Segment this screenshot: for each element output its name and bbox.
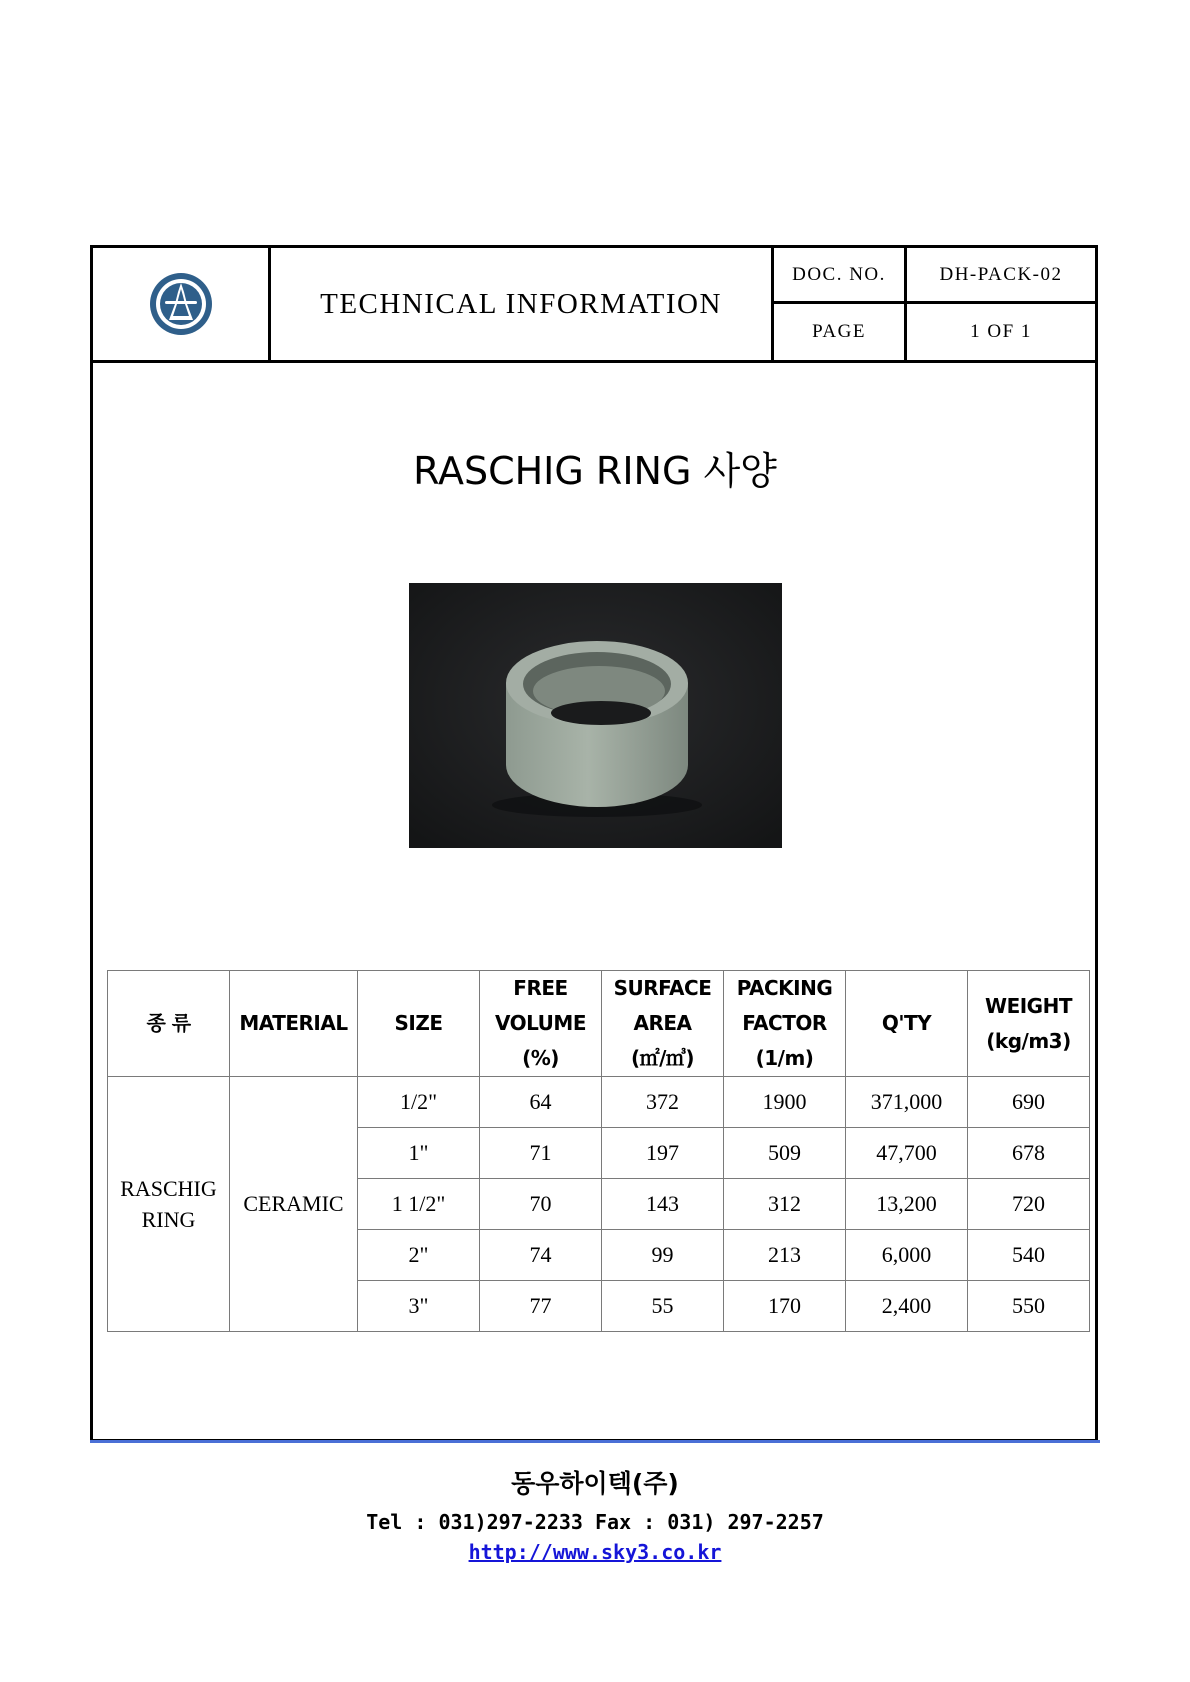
header-size: SIZE — [358, 971, 480, 1077]
size-cell: 3" — [358, 1281, 480, 1332]
free-volume-cell: 77 — [480, 1281, 602, 1332]
page-value: 1 OF 1 — [970, 321, 1032, 342]
type-cell: RASCHIG RING — [108, 1077, 230, 1332]
raschig-ring-image — [409, 583, 782, 848]
header-material: MATERIAL — [230, 971, 358, 1077]
footer-company-name: 동우하이텍(주) — [511, 1469, 679, 1498]
product-photo — [409, 583, 782, 848]
surface-area-cell: 99 — [602, 1230, 724, 1281]
free-volume-cell: 71 — [480, 1128, 602, 1179]
qty-cell: 371,000 — [846, 1077, 968, 1128]
size-cell: 1 1/2" — [358, 1179, 480, 1230]
surface-area-cell: 55 — [602, 1281, 724, 1332]
size-cell: 2" — [358, 1230, 480, 1281]
table-row — [108, 1077, 1090, 1128]
doc-meta-grid — [774, 248, 1095, 360]
header-weight: WEIGHT (kg/m3) — [968, 971, 1090, 1077]
packing-factor-cell: 312 — [724, 1179, 846, 1230]
footer-contact: Tel : 031)297-2233 Fax : 031) 297-2257 — [366, 1510, 824, 1534]
weight-cell: 540 — [968, 1230, 1090, 1281]
size-cell: 1" — [358, 1128, 480, 1179]
weight-cell: 678 — [968, 1128, 1090, 1179]
qty-cell: 47,700 — [846, 1128, 968, 1179]
logo-cell — [93, 248, 271, 360]
header-surface-area: SURFACE AREA (㎡/㎥) — [602, 971, 724, 1077]
header-free-volume: FREE VOLUME (%) — [480, 971, 602, 1077]
header-type: 종 류 — [108, 971, 230, 1077]
free-volume-cell: 64 — [480, 1077, 602, 1128]
weight-cell: 690 — [968, 1077, 1090, 1128]
surface-area-cell: 197 — [602, 1128, 724, 1179]
free-volume-cell: 70 — [480, 1179, 602, 1230]
surface-area-cell: 143 — [602, 1179, 724, 1230]
table-header-row — [108, 971, 1090, 1077]
free-volume-cell: 74 — [480, 1230, 602, 1281]
packing-factor-cell: 1900 — [724, 1077, 846, 1128]
doc-no-value: DH-PACK-02 — [907, 248, 1095, 304]
qty-cell: 2,400 — [846, 1281, 968, 1332]
packing-factor-cell: 509 — [724, 1128, 846, 1179]
qty-cell: 6,000 — [846, 1230, 968, 1281]
size-cell: 1/2" — [358, 1077, 480, 1128]
header-qty: Q'TY — [846, 971, 968, 1077]
doc-no-label: DOC. NO. — [774, 248, 907, 304]
header-band — [93, 248, 1095, 363]
weight-cell: 550 — [968, 1281, 1090, 1332]
spec-table — [107, 970, 1090, 1332]
page-title: RASCHIG RING 사양 — [413, 449, 777, 493]
company-logo-icon — [147, 270, 215, 338]
packing-factor-cell: 170 — [724, 1281, 846, 1332]
surface-area-cell: 372 — [602, 1077, 724, 1128]
footer-website-link[interactable]: http://www.sky3.co.kr — [468, 1540, 722, 1564]
doc-type-title: TECHNICAL INFORMATION — [271, 248, 774, 360]
material-cell: CERAMIC — [230, 1077, 358, 1332]
qty-cell: 13,200 — [846, 1179, 968, 1230]
header-packing-factor: PACKING FACTOR (1/m) — [724, 971, 846, 1077]
frame-bottom-rule — [90, 1440, 1100, 1443]
weight-cell: 720 — [968, 1179, 1090, 1230]
packing-factor-cell: 213 — [724, 1230, 846, 1281]
page-label: PAGE — [774, 304, 907, 360]
